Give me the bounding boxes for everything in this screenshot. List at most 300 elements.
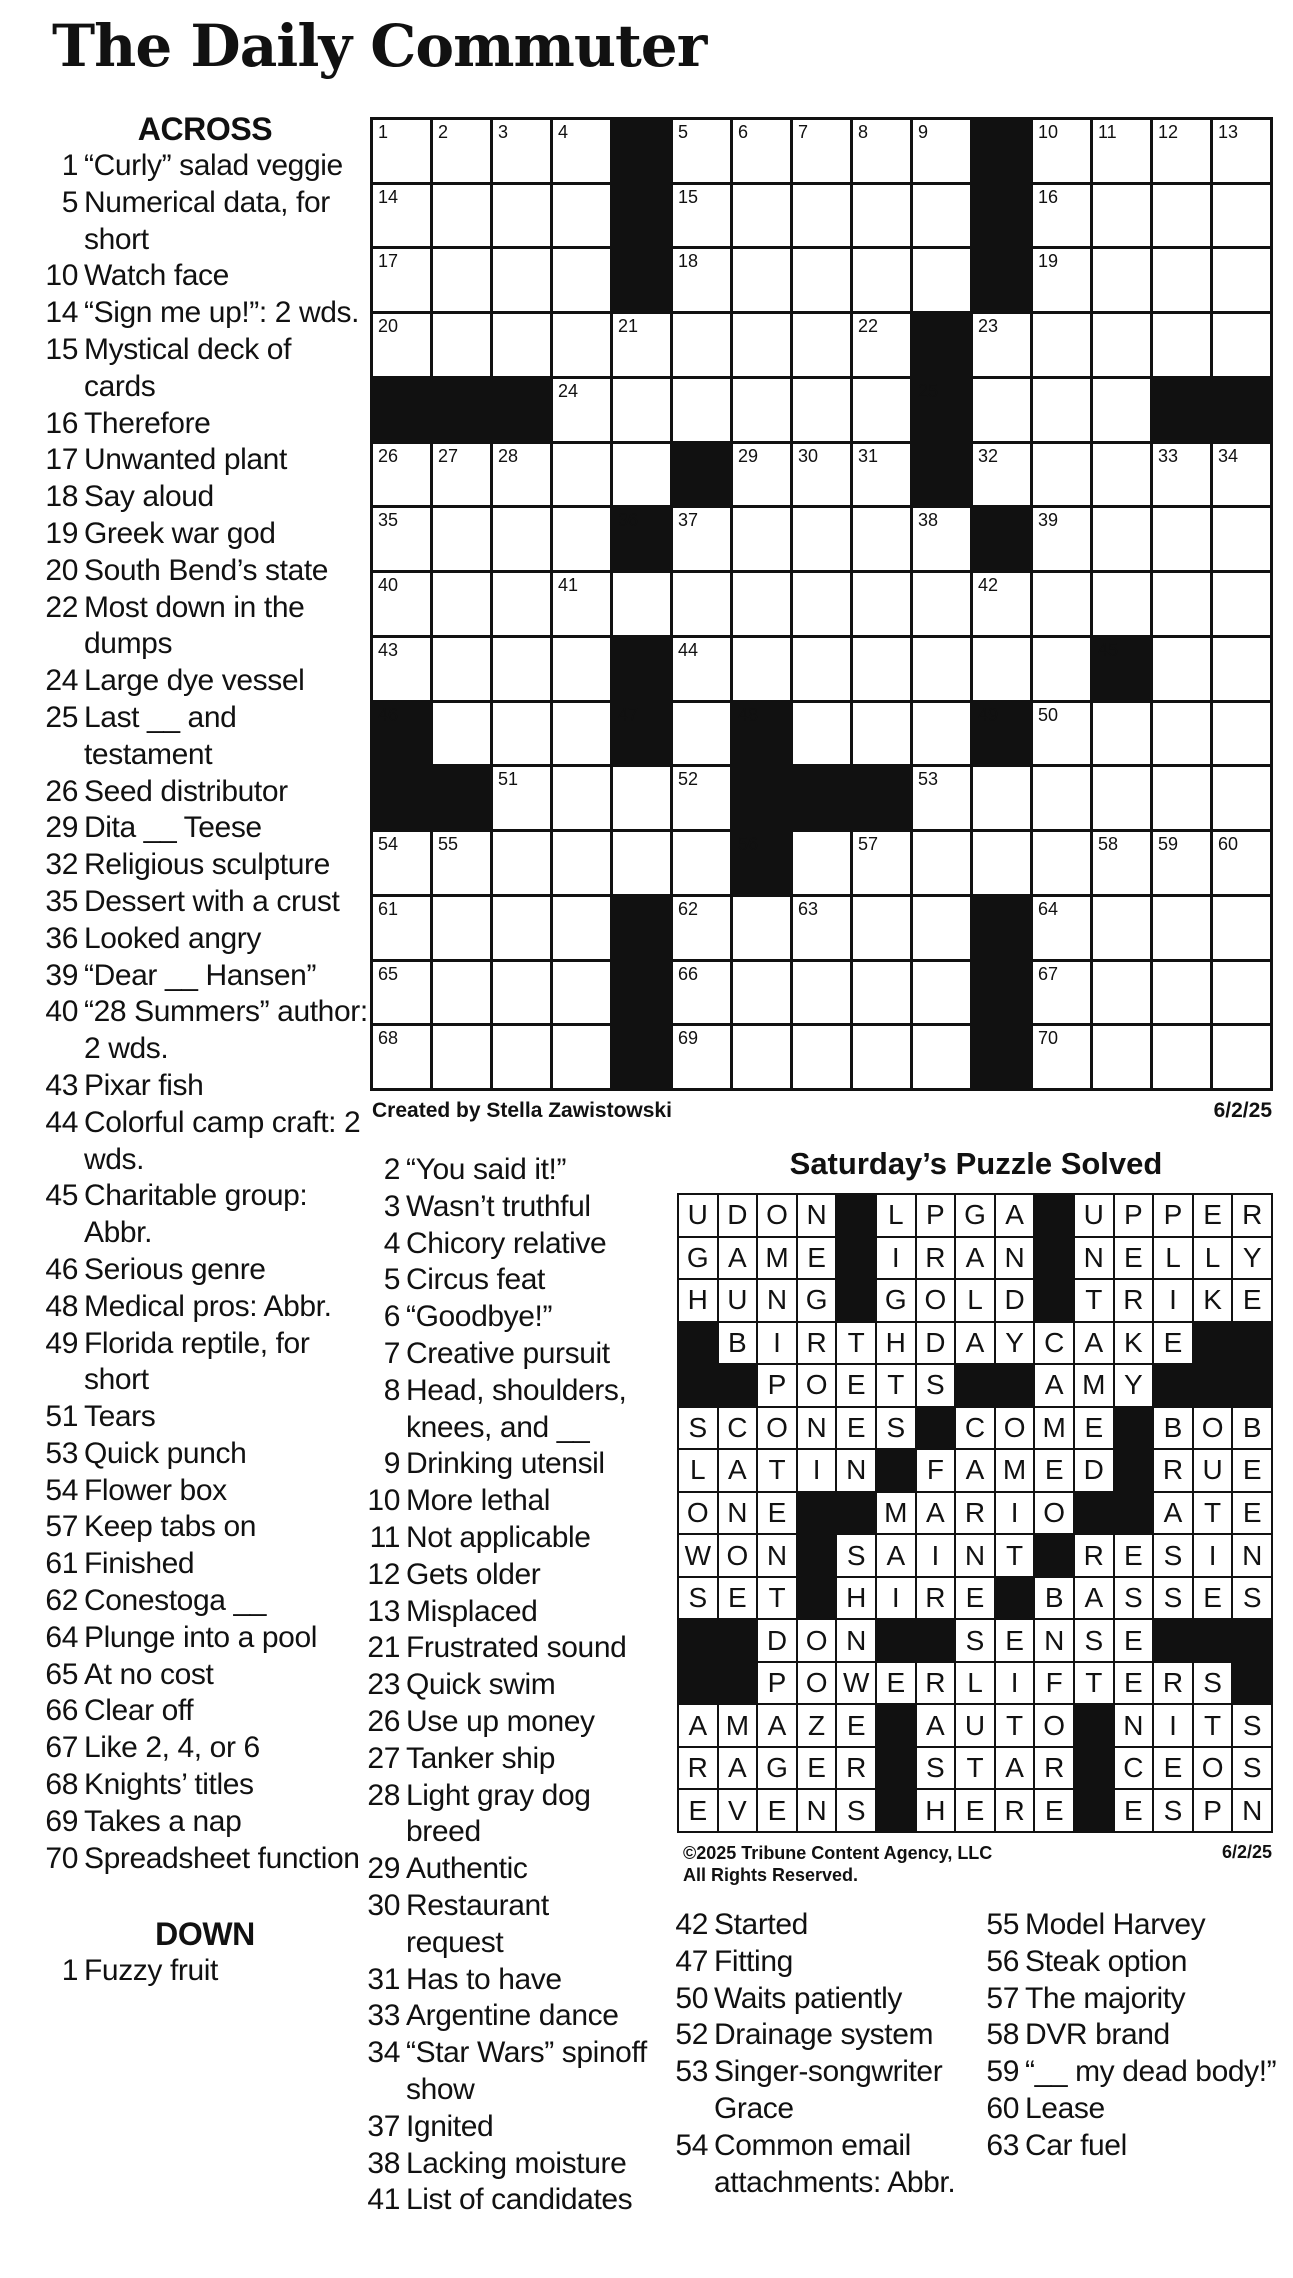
grid-square[interactable] [1213, 249, 1270, 311]
grid-square[interactable] [373, 638, 430, 700]
grid-square[interactable] [553, 1026, 610, 1088]
square-number: 43 [378, 639, 399, 660]
solution-letter: B [1035, 1578, 1073, 1619]
grid-square[interactable] [1093, 508, 1150, 570]
grid-square[interactable] [913, 703, 970, 765]
clue-item [362, 1778, 652, 1852]
grid-square[interactable] [373, 314, 430, 376]
grid-square[interactable] [1153, 120, 1210, 182]
solution-letter: O [798, 1663, 836, 1704]
clue-text: Ignited [406, 2109, 494, 2143]
grid-square[interactable] [1213, 444, 1270, 506]
black-square [613, 897, 670, 959]
clue-text: Common email attachments: Abbr. [714, 2128, 956, 2199]
black-square [1093, 638, 1150, 700]
square-number: 57 [858, 834, 879, 855]
grid-square[interactable] [1033, 185, 1090, 247]
grid-square[interactable] [673, 573, 730, 635]
grid-square[interactable] [1033, 120, 1090, 182]
grid-square[interactable] [913, 767, 970, 829]
grid-square[interactable] [1093, 832, 1150, 894]
grid-square[interactable] [973, 638, 1030, 700]
clue-number: 28 [367, 1778, 400, 1812]
clue-number: 43 [45, 1068, 78, 1102]
solution-letter: B [1154, 1408, 1192, 1449]
grid-square[interactable] [1213, 314, 1270, 376]
grid-square[interactable] [1093, 249, 1150, 311]
grid-square[interactable] [853, 314, 910, 376]
solution-letter: U [956, 1705, 994, 1746]
solution-letter: D [1075, 1450, 1113, 1491]
clue-item [40, 1767, 370, 1804]
grid-square[interactable] [433, 703, 490, 765]
grid-square[interactable] [613, 832, 670, 894]
grid-square[interactable] [913, 249, 970, 311]
grid-square[interactable] [973, 767, 1030, 829]
solution-letter: O [917, 1280, 955, 1321]
grid-square[interactable] [493, 767, 550, 829]
clue-item [40, 1546, 370, 1583]
grid-square[interactable] [1033, 249, 1090, 311]
grid-square[interactable] [1093, 703, 1150, 765]
grid-square[interactable] [973, 573, 1030, 635]
grid-square[interactable] [793, 185, 850, 247]
grid-square[interactable] [553, 703, 610, 765]
clue-item [362, 2146, 652, 2183]
grid-square[interactable] [493, 185, 550, 247]
grid-square[interactable] [1213, 703, 1270, 765]
grid-square[interactable] [733, 1026, 790, 1088]
clue-item [40, 1289, 370, 1326]
solution-letter: E [1194, 1195, 1232, 1236]
grid-square[interactable] [1093, 379, 1150, 441]
solution-letter: A [679, 1705, 717, 1746]
grid-square[interactable] [1033, 703, 1090, 765]
solution-letter: W [837, 1663, 875, 1704]
grid-square[interactable] [1213, 962, 1270, 1024]
grid-square[interactable] [853, 1026, 910, 1088]
grid-square[interactable] [913, 508, 970, 570]
grid-square[interactable] [793, 703, 850, 765]
grid-square[interactable] [793, 249, 850, 311]
grid-square[interactable] [853, 703, 910, 765]
grid-square[interactable] [913, 638, 970, 700]
grid-square[interactable] [733, 638, 790, 700]
solution-letter: I [877, 1578, 915, 1619]
grid-square[interactable] [433, 1026, 490, 1088]
square-number: 29 [738, 445, 759, 466]
clue-text: At no cost [84, 1657, 214, 1691]
grid-square[interactable] [1153, 638, 1210, 700]
grid-square[interactable] [493, 703, 550, 765]
grid-square[interactable] [493, 897, 550, 959]
grid-square[interactable] [493, 1026, 550, 1088]
grid-square[interactable] [433, 508, 490, 570]
grid-square[interactable] [1153, 573, 1210, 635]
solution-letter: R [956, 1493, 994, 1534]
grid-square[interactable] [673, 249, 730, 311]
grid-square[interactable] [793, 120, 850, 182]
grid-square[interactable] [1153, 897, 1210, 959]
grid-square[interactable] [793, 314, 850, 376]
grid-square[interactable] [793, 638, 850, 700]
grid-square[interactable] [1033, 962, 1090, 1024]
grid-square[interactable] [1093, 1026, 1150, 1088]
grid-square[interactable] [553, 897, 610, 959]
grid-square[interactable] [1093, 120, 1150, 182]
grid-square[interactable] [673, 703, 730, 765]
solution-letter: E [956, 1790, 994, 1831]
grid-square[interactable] [373, 120, 430, 182]
solution-letter: P [1194, 1790, 1232, 1831]
solution-letter: O [798, 1365, 836, 1406]
square-number: 18 [678, 251, 699, 272]
grid-square[interactable] [793, 962, 850, 1024]
clue-item [40, 774, 370, 811]
black-square [373, 379, 430, 441]
grid-square[interactable] [793, 897, 850, 959]
grid-square[interactable] [493, 120, 550, 182]
grid-square[interactable] [553, 120, 610, 182]
grid-square[interactable] [853, 638, 910, 700]
clue-item [362, 1741, 652, 1778]
solution-black-square [877, 1790, 915, 1831]
grid-square[interactable] [733, 379, 790, 441]
solution-letter: R [917, 1578, 955, 1619]
solution-letter: A [917, 1493, 955, 1534]
clue-text: Use up money [406, 1704, 595, 1738]
grid-square[interactable] [853, 444, 910, 506]
grid-square[interactable] [373, 508, 430, 570]
grid-square[interactable] [913, 185, 970, 247]
grid-square[interactable] [853, 508, 910, 570]
grid-square[interactable] [1093, 767, 1150, 829]
grid-square[interactable] [373, 832, 430, 894]
square-number: 67 [1038, 963, 1059, 984]
grid-square[interactable] [433, 444, 490, 506]
grid-square[interactable] [1213, 120, 1270, 182]
grid-square[interactable] [493, 832, 550, 894]
grid-square[interactable] [553, 508, 610, 570]
grid-square[interactable] [793, 832, 850, 894]
grid-square[interactable] [973, 314, 1030, 376]
grid-square[interactable] [673, 962, 730, 1024]
clue-text: Serious genre [84, 1252, 266, 1286]
solution-grid [677, 1193, 1273, 1833]
grid-square[interactable] [553, 638, 610, 700]
grid-square[interactable] [733, 962, 790, 1024]
grid-square[interactable] [1153, 832, 1210, 894]
grid-square[interactable] [613, 314, 670, 376]
grid-square[interactable] [793, 1026, 850, 1088]
grid-square[interactable] [433, 638, 490, 700]
clue-text: Has to have [406, 1962, 562, 1996]
solution-letter: E [996, 1620, 1034, 1661]
grid-square[interactable] [433, 573, 490, 635]
clue-number: 36 [45, 921, 78, 955]
grid-square[interactable] [1033, 508, 1090, 570]
grid-square[interactable] [1213, 185, 1270, 247]
grid-square[interactable] [1093, 185, 1150, 247]
grid-square[interactable] [973, 832, 1030, 894]
clue-item [362, 1888, 652, 1962]
solution-letter: E [1194, 1578, 1232, 1619]
grid-square[interactable] [733, 508, 790, 570]
clue-item [40, 1399, 370, 1436]
grid-square[interactable] [1033, 444, 1090, 506]
grid-square[interactable] [613, 444, 670, 506]
solution-black-square [798, 1493, 836, 1534]
square-number: 12 [1158, 122, 1179, 142]
clue-item [981, 1981, 1281, 2018]
solution-letter: R [917, 1663, 955, 1704]
solution-letter: E [1035, 1790, 1073, 1831]
grid-square[interactable] [553, 573, 610, 635]
solution-black-square [877, 1748, 915, 1789]
grid-square[interactable] [1213, 767, 1270, 829]
clue-number: 53 [45, 1436, 78, 1470]
clue-text: Argentine dance [406, 1999, 619, 2033]
grid-square[interactable] [373, 185, 430, 247]
grid-square[interactable] [553, 185, 610, 247]
grid-square[interactable] [1093, 962, 1150, 1024]
grid-square[interactable] [673, 638, 730, 700]
grid-square[interactable] [553, 314, 610, 376]
grid-square[interactable] [793, 444, 850, 506]
clue-item [362, 1962, 652, 1999]
grid-square[interactable] [553, 379, 610, 441]
grid-square[interactable] [733, 249, 790, 311]
clue-text: “Goodbye!” [406, 1300, 553, 1334]
clue-number: 3 [383, 1189, 400, 1223]
grid-square[interactable] [1213, 508, 1270, 570]
grid-square[interactable] [853, 832, 910, 894]
grid-square[interactable] [733, 314, 790, 376]
grid-square[interactable] [913, 962, 970, 1024]
square-number: 49 [978, 704, 999, 725]
grid-square[interactable] [433, 897, 490, 959]
grid-square[interactable] [373, 249, 430, 311]
clue-number: 9 [383, 1447, 400, 1481]
grid-square[interactable] [793, 508, 850, 570]
grid-square[interactable] [1033, 379, 1090, 441]
grid-square[interactable] [733, 185, 790, 247]
grid-square[interactable] [1213, 573, 1270, 635]
clue-item [362, 1557, 652, 1594]
grid-square[interactable] [433, 185, 490, 247]
grid-square[interactable] [433, 120, 490, 182]
grid-square[interactable] [1033, 573, 1090, 635]
solution-black-square [1154, 1620, 1192, 1661]
grid-square[interactable] [553, 962, 610, 1024]
solution-letter: E [1115, 1535, 1153, 1576]
clue-number: 6 [383, 1300, 400, 1334]
grid-square[interactable] [373, 897, 430, 959]
solution-letter: A [996, 1195, 1034, 1236]
grid-square[interactable] [793, 573, 850, 635]
grid-square[interactable] [973, 444, 1030, 506]
grid-square[interactable] [733, 897, 790, 959]
solution-letter: S [679, 1408, 717, 1449]
solution-black-square [837, 1238, 875, 1279]
grid-square[interactable] [613, 767, 670, 829]
grid-square[interactable] [913, 897, 970, 959]
grid-square[interactable] [373, 962, 430, 1024]
clue-text: List of candidates [406, 2183, 633, 2217]
clue-text: Unwanted plant [84, 443, 287, 477]
black-square [613, 185, 670, 247]
grid-square[interactable] [673, 508, 730, 570]
grid-square[interactable] [1153, 767, 1210, 829]
grid-square[interactable] [613, 379, 670, 441]
solution-letter: E [1233, 1493, 1271, 1534]
grid-square[interactable] [493, 444, 550, 506]
clue-text: Tanker ship [406, 1741, 556, 1775]
grid-square[interactable] [913, 1026, 970, 1088]
solution-letter: W [679, 1535, 717, 1576]
grid-square[interactable] [913, 832, 970, 894]
grid-square[interactable] [493, 508, 550, 570]
grid-square[interactable] [373, 1026, 430, 1088]
solution-black-square [1233, 1323, 1271, 1364]
grid-square[interactable] [493, 314, 550, 376]
grid-square[interactable] [853, 962, 910, 1024]
grid-square[interactable] [1093, 897, 1150, 959]
grid-square[interactable] [1153, 703, 1210, 765]
grid-square[interactable] [1033, 897, 1090, 959]
solution-letter: U [719, 1280, 757, 1321]
grid-square[interactable] [1153, 1026, 1210, 1088]
solution-black-square [1194, 1620, 1232, 1661]
clue-item [40, 1252, 370, 1289]
grid-square[interactable] [1153, 249, 1210, 311]
grid-square[interactable] [433, 962, 490, 1024]
grid-square[interactable] [1213, 897, 1270, 959]
solution-letter: G [956, 1195, 994, 1236]
grid-square[interactable] [493, 573, 550, 635]
grid-square[interactable] [853, 897, 910, 959]
grid-square[interactable] [1033, 767, 1090, 829]
grid-square[interactable] [1033, 314, 1090, 376]
grid-square[interactable] [853, 573, 910, 635]
solution-letter: I [877, 1238, 915, 1279]
solution-letter: S [1154, 1535, 1192, 1576]
clue-number: 60 [986, 2091, 1019, 2125]
solution-letter: R [996, 1790, 1034, 1831]
clue-item [362, 1262, 652, 1299]
grid-square[interactable] [433, 249, 490, 311]
grid-square[interactable] [1033, 1026, 1090, 1088]
square-number: 23 [978, 316, 999, 337]
grid-square[interactable] [973, 379, 1030, 441]
grid-square[interactable] [733, 120, 790, 182]
grid-square[interactable] [493, 249, 550, 311]
grid-square[interactable] [853, 379, 910, 441]
grid-square[interactable] [1153, 962, 1210, 1024]
square-number: 16 [1038, 186, 1059, 207]
clue-text: The majority [1025, 1981, 1186, 2015]
clue-item [40, 258, 370, 295]
grid-square[interactable] [673, 314, 730, 376]
grid-square[interactable] [673, 1026, 730, 1088]
grid-square[interactable] [493, 962, 550, 1024]
clue-number: 27 [367, 1741, 400, 1775]
square-number: 51 [498, 769, 519, 790]
grid-square[interactable] [913, 120, 970, 182]
solution-letter: U [1075, 1195, 1113, 1236]
grid-square[interactable] [673, 832, 730, 894]
grid-square[interactable] [1213, 638, 1270, 700]
clue-number: 57 [45, 1510, 78, 1544]
solution-letter: S [1115, 1578, 1153, 1619]
grid-square[interactable] [493, 638, 550, 700]
solution-letter: L [679, 1450, 717, 1491]
grid-square[interactable] [553, 249, 610, 311]
grid-square[interactable] [433, 832, 490, 894]
grid-square[interactable] [1153, 444, 1210, 506]
clue-item [362, 2035, 652, 2109]
grid-square[interactable] [913, 573, 970, 635]
grid-square[interactable] [553, 832, 610, 894]
grid-square[interactable] [673, 379, 730, 441]
grid-square[interactable] [1213, 1026, 1270, 1088]
square-number: 37 [678, 510, 699, 531]
grid-square[interactable] [673, 897, 730, 959]
clue-number: 56 [986, 1944, 1019, 1978]
clue-text: “Sign me up!”: 2 wds. [84, 296, 360, 330]
solution-letter: T [1194, 1493, 1232, 1534]
clue-item [362, 1226, 652, 1263]
grid-square[interactable] [673, 120, 730, 182]
square-number: 17 [378, 251, 399, 272]
solution-letter: D [996, 1280, 1034, 1321]
clue-item [362, 1446, 652, 1483]
grid-square[interactable] [433, 314, 490, 376]
grid-square[interactable] [733, 444, 790, 506]
grid-square[interactable] [733, 573, 790, 635]
solution-letter: M [877, 1493, 915, 1534]
grid-square[interactable] [1153, 185, 1210, 247]
grid-square[interactable] [1033, 638, 1090, 700]
solution-letter: A [956, 1450, 994, 1491]
clue-item [40, 847, 370, 884]
solution-letter: S [679, 1578, 717, 1619]
grid-square[interactable] [1033, 832, 1090, 894]
grid-square[interactable] [1093, 573, 1150, 635]
grid-square[interactable] [1153, 314, 1210, 376]
solution-black-square [679, 1620, 717, 1661]
grid-square[interactable] [553, 444, 610, 506]
grid-square[interactable] [1093, 314, 1150, 376]
grid-square[interactable] [793, 379, 850, 441]
grid-square[interactable] [613, 573, 670, 635]
clue-text: Authentic [406, 1852, 528, 1886]
grid-square[interactable] [553, 767, 610, 829]
grid-square[interactable] [853, 120, 910, 182]
grid-square[interactable] [853, 249, 910, 311]
grid-square[interactable] [673, 767, 730, 829]
grid-square[interactable] [853, 185, 910, 247]
grid-square[interactable] [373, 444, 430, 506]
clue-text: Chicory relative [406, 1226, 607, 1260]
grid-square[interactable] [673, 185, 730, 247]
clue-item [40, 1841, 370, 1878]
grid-square[interactable] [1153, 508, 1210, 570]
clue-item [40, 700, 370, 774]
grid-square[interactable] [373, 573, 430, 635]
grid-square[interactable] [1213, 832, 1270, 894]
grid-square[interactable] [1093, 444, 1150, 506]
